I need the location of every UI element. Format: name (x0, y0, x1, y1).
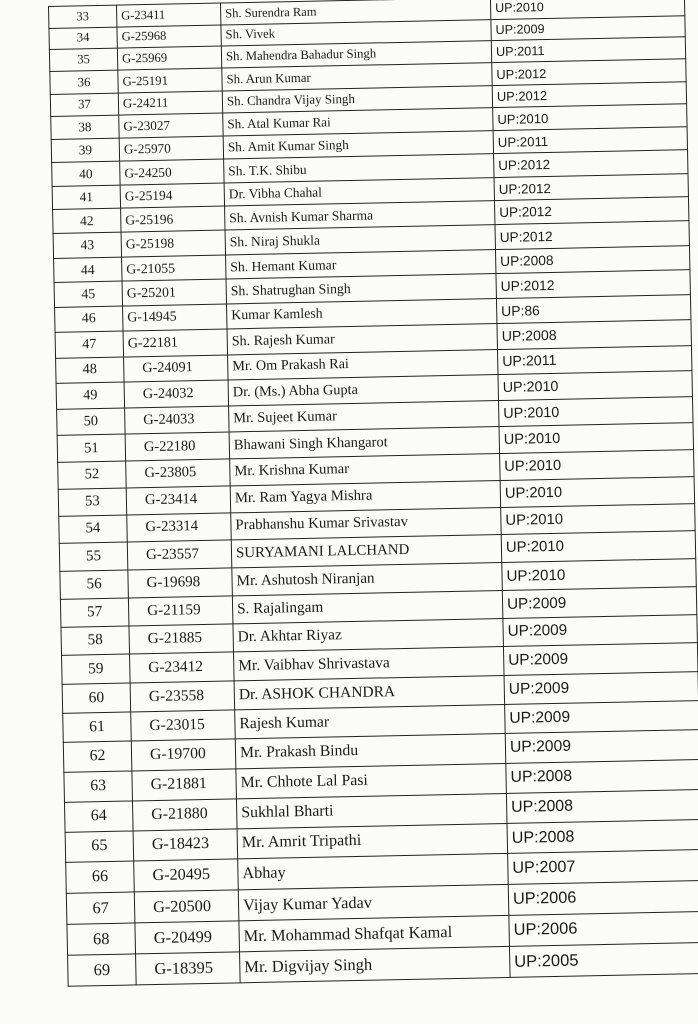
cadre-batch-cell: UP:2009 (504, 671, 698, 704)
officer-code-cell: G-21159 (128, 595, 233, 625)
officer-name-cell: Sh. Chandra Vijay Singh (222, 85, 492, 113)
serial-number-cell: 53 (58, 488, 127, 516)
cadre-batch-cell: UP:2010 (501, 531, 696, 562)
cadre-batch-cell: UP:2006 (509, 911, 698, 946)
serial-number-cell: 51 (57, 434, 126, 462)
cadre-batch-cell: UP:2009 (491, 15, 685, 41)
serial-number-cell: 59 (62, 654, 131, 684)
serial-number-cell: 38 (51, 115, 119, 139)
officer-name-cell: Kumar Kamlesh (227, 299, 497, 330)
officer-code-cell: G-24091 (124, 355, 228, 383)
officer-name-cell: Mr. Digvijay Singh (240, 946, 511, 983)
officer-code-cell: G-23412 (130, 652, 235, 683)
serial-number-cell: 44 (54, 257, 122, 283)
officer-code-cell: G-25201 (122, 279, 226, 306)
officer-name-cell: Mr. Om Prakash Rai (228, 349, 498, 380)
officer-name-cell: Mr. Ashutosh Niranjan (232, 562, 503, 595)
cadre-batch-cell: UP:2009 (505, 700, 698, 733)
serial-number-cell: 67 (66, 892, 135, 924)
officer-name-cell: Sh. T.K. Shibu (224, 154, 494, 183)
serial-number-cell: 36 (50, 71, 118, 95)
officer-code-cell: G-21881 (132, 769, 237, 801)
officer-name-cell: Mr. Chhote Lal Pasi (236, 763, 507, 798)
officer-name-cell: Mr. Prakash Bindu (235, 734, 506, 769)
serial-number-cell: 48 (56, 357, 125, 384)
cadre-batch-cell: UP:2010 (501, 503, 696, 534)
officer-code-cell: G-24211 (118, 91, 222, 116)
officer-name-cell: Abhay (238, 853, 509, 889)
serial-number-cell: 34 (49, 27, 117, 50)
serial-number-cell: 69 (68, 954, 137, 987)
cadre-batch-cell: UP:2009 (503, 614, 698, 646)
serial-number-cell: 68 (67, 923, 136, 956)
cadre-batch-cell: UP:2012 (495, 221, 689, 249)
officer-name-cell: S. Rajalingam (232, 590, 503, 624)
serial-number-cell: 39 (51, 138, 119, 163)
officer-name-cell: Sh. Amit Kumar Singh (223, 131, 493, 160)
cadre-batch-cell: UP:2008 (506, 789, 698, 823)
officer-name-cell: Mr. Amrit Tripathi (237, 823, 508, 859)
serial-number-cell: 62 (63, 741, 132, 772)
officer-code-cell: G-24250 (120, 159, 224, 184)
officer-code-cell: G-22180 (125, 432, 230, 461)
officer-name-cell: Rajesh Kumar (235, 704, 506, 739)
officer-name-cell: Sh. Mahendra Bahadur Singh (221, 41, 491, 69)
officer-name-cell: Mr. Sujeet Kumar (229, 401, 499, 433)
officer-code-cell: G-24032 (124, 380, 228, 408)
officer-code-cell: G-18395 (136, 952, 241, 986)
officer-code-cell: G-25968 (117, 25, 221, 49)
officer-name-cell: Sh. Avnish Kumar Sharma (225, 201, 495, 230)
officer-code-cell: G-18423 (133, 828, 238, 860)
serial-number-cell: 45 (54, 281, 122, 307)
serial-number-cell: 35 (49, 48, 117, 71)
officer-code-cell: G-20495 (134, 859, 239, 892)
serial-number-cell: 50 (57, 408, 126, 436)
serial-number-cell: 64 (64, 800, 133, 831)
serial-number-cell: 65 (65, 831, 134, 863)
serial-number-cell: 52 (58, 461, 127, 489)
officer-name-cell: Bhawani Singh Khangarot (229, 427, 499, 459)
cadre-batch-cell: UP:2011 (491, 37, 685, 63)
cadre-batch-cell: UP:2010 (490, 0, 684, 19)
cadre-batch-cell: UP:2005 (509, 942, 698, 977)
cadre-batch-cell: UP:86 (496, 295, 690, 324)
cadre-batch-cell: UP:2012 (492, 81, 686, 107)
serial-number-cell: 46 (55, 306, 123, 332)
officer-name-cell: Sukhlal Bharti (236, 793, 507, 829)
officer-name-cell: Sh. Hemant Kumar (226, 249, 496, 279)
officer-name-cell: Sh. Atal Kumar Rai (223, 108, 493, 136)
cadre-batch-cell: UP:2009 (502, 586, 697, 618)
officer-name-cell: Dr. (Ms.) Abha Gupta (228, 375, 498, 406)
serial-number-cell: 42 (53, 209, 121, 234)
cadre-batch-cell: UP:2008 (497, 320, 691, 349)
officer-code-cell: G-19700 (131, 739, 236, 771)
officer-list-table (48, 0, 698, 987)
officer-code-cell: G-25969 (117, 46, 221, 70)
cadre-batch-cell: UP:2010 (493, 104, 687, 131)
cadre-batch-cell: UP:2012 (494, 173, 688, 201)
cadre-batch-cell: UP:2010 (500, 450, 694, 481)
serial-number-cell: 40 (52, 161, 120, 186)
officer-name-cell: Sh. Vivek (221, 19, 491, 46)
officer-code-cell: G-21885 (129, 624, 234, 654)
officer-name-cell: Dr. Vibha Chahal (224, 177, 494, 206)
officer-code-cell: G-21055 (122, 255, 226, 282)
cadre-batch-cell: UP:2010 (499, 397, 693, 427)
officer-code-cell: G-23411 (116, 3, 220, 27)
serial-number-cell: 41 (52, 185, 120, 210)
officer-code-cell: G-25198 (121, 230, 225, 256)
cadre-batch-cell: UP:2006 (508, 880, 698, 915)
officer-name-cell: Sh. Arun Kumar (222, 63, 492, 91)
cadre-batch-cell: UP:2011 (497, 345, 691, 375)
officer-name-cell: Mr. Vaibhav Shrivastava (234, 647, 505, 681)
officer-name-cell: Sh. Niraj Shukla (225, 225, 495, 255)
officer-code-cell: G-23015 (131, 710, 236, 741)
serial-number-cell: 37 (50, 93, 118, 117)
officer-code-cell: G-23414 (126, 486, 231, 515)
officer-code-cell: G-25191 (118, 68, 222, 92)
officer-code-cell: G-23557 (127, 540, 232, 570)
cadre-batch-cell: UP:2008 (495, 245, 689, 273)
cadre-batch-cell: UP:2012 (494, 150, 688, 177)
cadre-batch-cell: UP:2009 (505, 730, 698, 763)
serial-number-cell: 57 (60, 598, 129, 628)
serial-number-cell: 43 (53, 233, 121, 259)
serial-number-cell: 56 (60, 570, 129, 599)
officer-code-cell: G-23027 (119, 113, 223, 138)
cadre-batch-cell: UP:2010 (498, 371, 692, 401)
officer-name-cell: Mr. Krishna Kumar (230, 453, 500, 485)
officer-name-cell: Mr. Ram Yagya Mishra (230, 480, 500, 513)
serial-number-cell: 33 (49, 5, 117, 28)
serial-number-cell: 58 (61, 626, 130, 656)
cadre-batch-cell: UP:2009 (503, 643, 698, 676)
cadre-batch-cell: UP:2008 (507, 819, 698, 853)
officer-code-cell: G-23558 (130, 681, 235, 712)
serial-number-cell: 54 (59, 515, 128, 544)
officer-name-cell: Vijay Kumar Yadav (238, 884, 509, 920)
serial-number-cell: 63 (64, 771, 133, 802)
officer-code-cell: G-19698 (128, 568, 233, 598)
officer-code-cell: G-21880 (132, 798, 237, 830)
officer-code-cell: G-25970 (119, 136, 223, 161)
officer-code-cell: G-23314 (127, 513, 232, 542)
officer-code-cell: G-25196 (121, 206, 225, 232)
officer-name-cell: Mr. Mohammad Shafqat Kamal (239, 915, 510, 952)
officer-code-cell: G-22181 (123, 329, 227, 356)
cadre-batch-cell: UP:2010 (502, 558, 697, 590)
cadre-batch-cell: UP:2012 (496, 270, 690, 299)
serial-number-cell: 47 (55, 331, 123, 358)
serial-number-cell: 61 (63, 712, 132, 743)
officer-name-cell: Sh. Surendra Ram (220, 0, 490, 25)
serial-number-cell: 66 (66, 861, 135, 893)
cadre-batch-cell: UP:2011 (493, 127, 687, 154)
officer-code-cell: G-25194 (120, 183, 224, 209)
officer-code-cell: G-24033 (125, 406, 230, 434)
officer-code-cell: G-23805 (126, 459, 231, 488)
cadre-batch-cell: UP:2010 (499, 423, 693, 453)
cadre-batch-cell: UP:2008 (506, 759, 698, 793)
officer-name-cell: Prabhanshu Kumar Srivastav (231, 507, 501, 540)
officer-name-cell: Dr. Akhtar Riyaz (233, 618, 504, 652)
officer-name-cell: Sh. Rajesh Kumar (227, 324, 497, 355)
cadre-batch-cell: UP:2010 (500, 476, 695, 507)
officer-code-cell: G-20499 (135, 920, 240, 953)
cadre-batch-cell: UP:2012 (492, 59, 686, 85)
officer-code-cell: G-20500 (134, 890, 239, 923)
officer-name-cell: SURYAMANI LALCHAND (231, 535, 501, 568)
officer-name-cell: Dr. ASHOK CHANDRA (234, 675, 505, 709)
officer-code-cell: G-14945 (123, 304, 227, 331)
cadre-batch-cell: UP:2012 (495, 197, 689, 225)
officer-name-cell: Sh. Shatrughan Singh (226, 274, 496, 304)
serial-number-cell: 55 (59, 542, 128, 571)
serial-number-cell: 49 (56, 382, 125, 409)
serial-number-cell: 60 (62, 683, 131, 713)
officer-list-body (49, 0, 698, 987)
cadre-batch-cell: UP:2007 (508, 850, 698, 885)
